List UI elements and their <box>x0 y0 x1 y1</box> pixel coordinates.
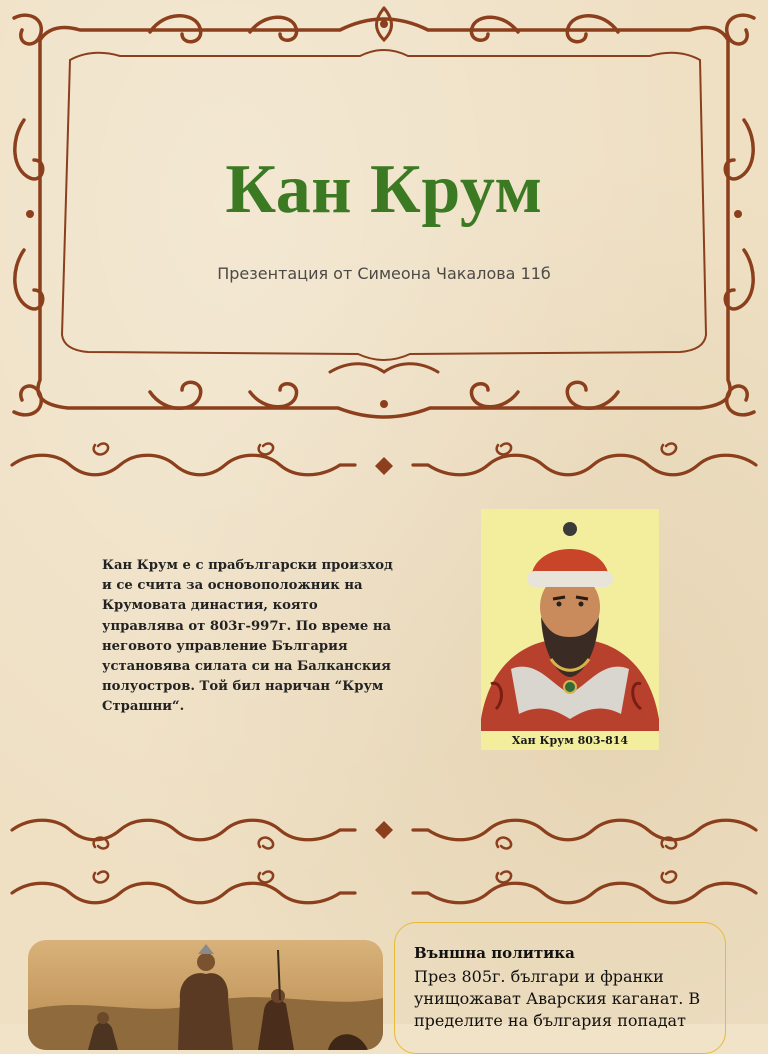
battle-scene-illustration <box>28 940 383 1050</box>
foreign-policy-text: През 805г. българи и франки унищожават Аварския каганат. В пределите на българия попадат <box>414 967 701 1030</box>
khan-krum-portrait <box>481 509 659 750</box>
presentation-subtitle: Презентация от Симеона Чакалова 11б <box>217 264 551 283</box>
portrait-illustration <box>481 509 659 750</box>
foreign-policy-heading: Външна политика <box>414 944 575 962</box>
battle-painting <box>28 940 383 1050</box>
portrait-caption: Хан Крум 803-814 <box>511 734 629 747</box>
bio-paragraph: Кан Крум е с прабългарски произход и се счита за основоположник на Крумовата династия, която управлява от 803г-997г. По време на неговото управление България установява силата си на Балканския полуостров. Той бил наричан “Крум Страшни“. <box>102 558 393 715</box>
presentation-title: Кан Крум <box>225 151 543 228</box>
